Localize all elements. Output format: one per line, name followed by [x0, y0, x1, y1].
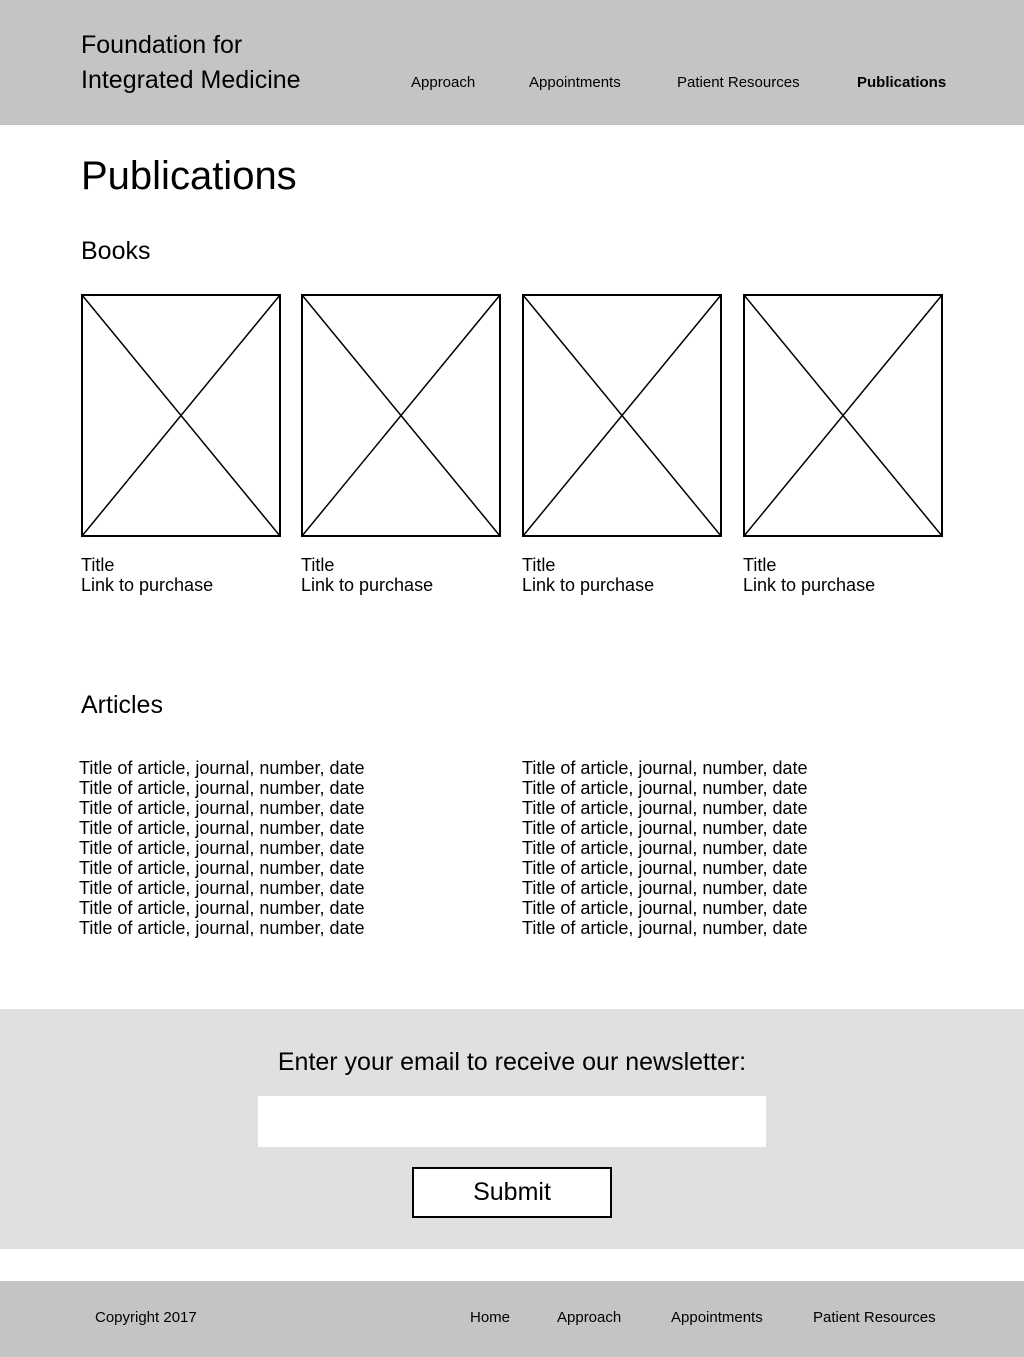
article-link[interactable]: Title of article, journal, number, date [79, 838, 365, 858]
book-cover-placeholder-icon[interactable] [301, 294, 501, 537]
book-title: Title [81, 555, 115, 575]
nav-appointments[interactable]: Appointments [529, 74, 621, 91]
book-title: Title [522, 555, 556, 575]
article-link[interactable]: Title of article, journal, number, date [522, 858, 808, 878]
articles-list-left [79, 758, 499, 938]
nav-patient-resources[interactable]: Patient Resources [677, 74, 800, 91]
newsletter-label: Enter your email to receive our newsletter: [277, 1048, 747, 1076]
book-card [81, 294, 281, 595]
footer-nav-home[interactable]: Home [470, 1309, 511, 1326]
book-purchase-link[interactable]: Link to purchase [81, 575, 214, 595]
page-title: Publications [81, 154, 297, 198]
book-title: Title [301, 555, 335, 575]
book-cover-placeholder-icon[interactable] [81, 294, 281, 537]
article-link[interactable]: Title of article, journal, number, date [522, 878, 808, 898]
article-link[interactable]: Title of article, journal, number, date [522, 838, 808, 858]
article-link[interactable]: Title of article, journal, number, date [79, 758, 365, 778]
article-link[interactable]: Title of article, journal, number, date [522, 898, 808, 918]
article-link[interactable]: Title of article, journal, number, date [522, 758, 808, 778]
newsletter-submit-button[interactable]: Submit [412, 1167, 612, 1218]
books-heading: Books [81, 237, 151, 265]
footer-nav-patient-resources[interactable]: Patient Resources [813, 1309, 936, 1326]
book-cover-placeholder-icon[interactable] [522, 294, 722, 537]
logo-line-2: Integrated Medicine [81, 66, 301, 94]
article-link[interactable]: Title of article, journal, number, date [79, 918, 365, 938]
logo-line-1: Foundation for [81, 31, 243, 59]
nav-approach[interactable]: Approach [411, 74, 476, 91]
site-logo[interactable] [81, 28, 301, 98]
book-purchase-link[interactable]: Link to purchase [743, 575, 876, 595]
book-title: Title [743, 555, 777, 575]
book-card [301, 294, 501, 595]
articles-list-right [522, 758, 942, 938]
book-purchase-link[interactable]: Link to purchase [301, 575, 434, 595]
article-link[interactable]: Title of article, journal, number, date [522, 818, 808, 838]
article-link[interactable]: Title of article, journal, number, date [79, 818, 365, 838]
article-link[interactable]: Title of article, journal, number, date [522, 778, 808, 798]
footer-nav-appointments[interactable]: Appointments [671, 1309, 763, 1326]
footer-nav-approach[interactable]: Approach [557, 1309, 622, 1326]
article-link[interactable]: Title of article, journal, number, date [79, 878, 365, 898]
article-link[interactable]: Title of article, journal, number, date [79, 778, 365, 798]
nav-publications[interactable]: Publications [857, 74, 947, 91]
article-link[interactable]: Title of article, journal, number, date [79, 898, 365, 918]
copyright-text: Copyright 2017 [95, 1309, 197, 1326]
book-purchase-link[interactable]: Link to purchase [522, 575, 655, 595]
article-link[interactable]: Title of article, journal, number, date [522, 918, 808, 938]
article-link[interactable]: Title of article, journal, number, date [79, 798, 365, 818]
book-cover-placeholder-icon[interactable] [743, 294, 943, 537]
articles-heading: Articles [81, 691, 163, 719]
book-card [743, 294, 943, 595]
newsletter-email-input[interactable] [258, 1096, 766, 1147]
book-card [522, 294, 722, 595]
article-link[interactable]: Title of article, journal, number, date [79, 858, 365, 878]
article-link[interactable]: Title of article, journal, number, date [522, 798, 808, 818]
